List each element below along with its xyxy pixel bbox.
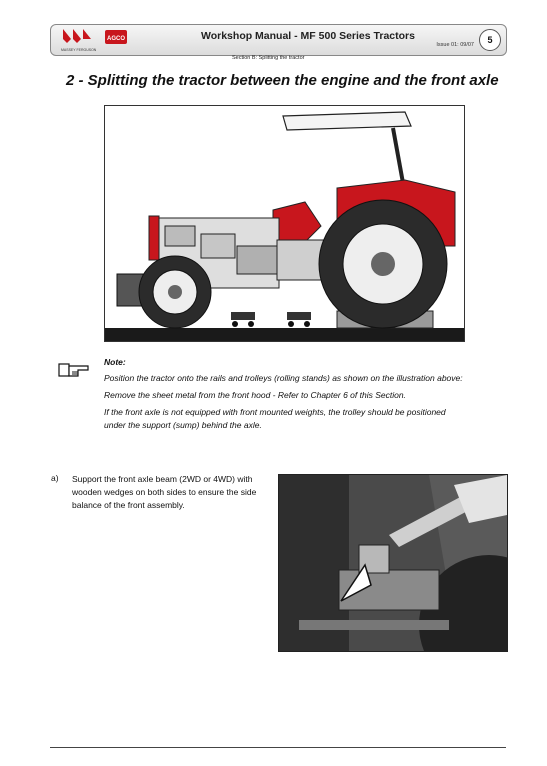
issue-label: Issue 01: 09/07: [436, 42, 474, 48]
page-header: [50, 24, 507, 56]
tractor-illustration: [104, 105, 465, 342]
step-letter: a): [51, 473, 59, 483]
front-axle-photo: [278, 474, 508, 652]
pointing-hand-icon: [58, 361, 92, 379]
note-paragraph: Remove the sheet metal from the front hood - Refer to Chapter 6 of this Section.: [104, 390, 406, 400]
footer-divider: [50, 747, 506, 748]
manual-title: Workshop Manual - MF 500 Series Tractors: [201, 30, 415, 42]
page-number: 5: [479, 29, 501, 51]
note-heading: Note:: [104, 357, 126, 367]
note-paragraph: If the front axle is not equipped with front mounted weights, the trolley should be positioned under the support (sump) behind the axle.: [104, 407, 446, 430]
note-paragraph: Position the tractor onto the rails and trolleys (rolling stands) as shown on the illustration above:: [104, 373, 463, 383]
page-title: 2 - Splitting the tractor between the engine and the front axle: [66, 72, 499, 89]
section-label: Section B: Splitting the tractor: [232, 55, 305, 61]
brand-logos: [57, 27, 137, 53]
agco-logo-text: AGCO: [107, 36, 125, 42]
note-body: [104, 372, 469, 436]
step-text: Support the front axle beam (2WD or 4WD) with wooden wedges on both sides to ensure the side balance of the front assembly.: [72, 474, 257, 510]
mf-logo-text: MASSEY FERGUSON: [61, 48, 97, 52]
